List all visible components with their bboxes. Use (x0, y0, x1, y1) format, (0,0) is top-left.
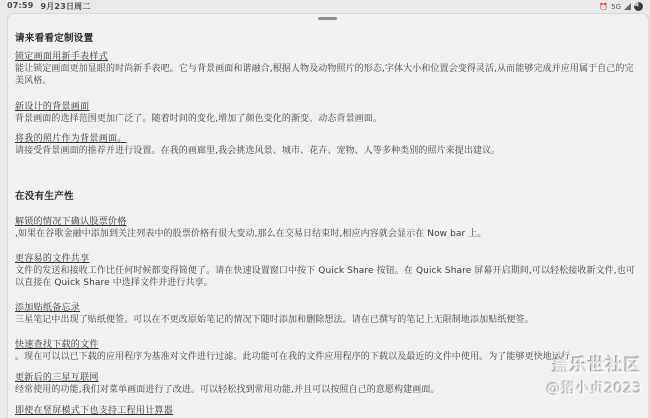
tip-section-new-wallpaper (15, 101, 639, 125)
tip-section-calculator (15, 405, 639, 417)
tip-link-find-downloads[interactable]: 快速查找下载的文件 (15, 340, 99, 350)
tip-body-find-downloads: 。现在可以以已下载的应用程序为基准对文件进行过滤。此功能可在我的文件应用程序的下载以及最近的文件中使用。为了能够更快地运行 (15, 352, 571, 362)
tip-body-samsung-internet: 经常使用的功能,我们对菜单画面进行了改进。可以轻松找到常用功能,并且可以按照自己的意愿构建画面。 (15, 385, 440, 395)
tip-link-new-wallpaper[interactable]: 新设计的背景画面 (15, 102, 90, 112)
tip-section-sticker-memo (15, 302, 639, 326)
tip-link-sticker-memo[interactable]: 添加贴纸备忘录 (15, 303, 81, 313)
status-date: 9月23日周二 (40, 2, 91, 11)
battery-icon (634, 2, 643, 11)
tip-link-stock-price[interactable]: 解锁的情况下确认股票价格 (15, 217, 127, 227)
signal-strength-icon (624, 3, 631, 10)
tip-section-photo-wallpaper (15, 133, 639, 157)
tip-section-stock-price (15, 216, 639, 240)
tip-body-lockscreen-watch: 能让锁定画面更加显眼的时尚新手表吧。它与背景画面和谐融合,根据人物及动物照片的形态,字体大小和位置会变得灵活,从而能够完成并应用属于自己的完美风格。 (15, 64, 634, 86)
tip-link-samsung-internet[interactable]: 更新后的三星互联网 (15, 373, 99, 383)
tip-body-new-wallpaper: 背景画面的选择范围更加广泛了。随着时间的变化,增加了颜色变化的渐变、动态背景画面。 (15, 114, 382, 124)
network-type-icon: 5G (611, 2, 621, 11)
tip-section-find-downloads (15, 339, 639, 363)
tip-body-stock-price: ,如果在谷歌金融中添加到关注列表中的股票价格有很大变动,那么在交易日结束时,相应内容就会显示在 Now bar 上。 (15, 229, 487, 239)
tip-link-calculator[interactable]: 即使在竖屏模式下也支持工程用计算器 (15, 406, 174, 416)
watermark-community-name: 盖乐世社区 (552, 356, 642, 376)
status-time: 07:59 (7, 1, 34, 10)
tip-body-photo-wallpaper: 请接受背景画面的推荐并进行设置。在我的画廊里,我会挑选风景、城市、花卉、宠物、人等多种类别的照片来提出建议。 (15, 146, 501, 156)
alarm-icon: ⏰ (599, 2, 609, 11)
tip-section-quick-share (15, 253, 639, 289)
tip-body-quick-share: 文件的发送和接收工作比任何时候都变得简便了。请在快速设置窗口中按下 Quick Share 按钮。在 Quick Share 屏幕开启期间,可以轻松接收新文件,也可以直接在 Quick Share 中选择文件并进行共享。 (15, 266, 635, 288)
heading-customization: 请来看看定制设置 (15, 33, 94, 44)
status-bar (0, 0, 650, 13)
tip-link-quick-share[interactable]: 更容易的文件共享 (15, 254, 90, 264)
tip-link-lockscreen-watch[interactable]: 锁定画面用新手表样式 (15, 52, 109, 62)
tip-section-lockscreen-watch (15, 51, 639, 87)
heading-productivity: 在没有生产性 (15, 191, 74, 202)
tips-panel (7, 13, 649, 418)
tip-link-photo-wallpaper[interactable]: 将我的照片作为背景画面。 (15, 134, 127, 144)
tip-body-sticker-memo: 三星笔记中出现了贴纸便签。可以在不更改原始笔记的情况下随时添加和删除想法。请在已撰写的笔记上无限制地添加贴纸便签。 (15, 315, 534, 325)
drag-handle[interactable] (318, 17, 337, 20)
watermark-username: @猪小贞2023 (546, 381, 642, 397)
tip-section-samsung-internet (15, 372, 639, 396)
